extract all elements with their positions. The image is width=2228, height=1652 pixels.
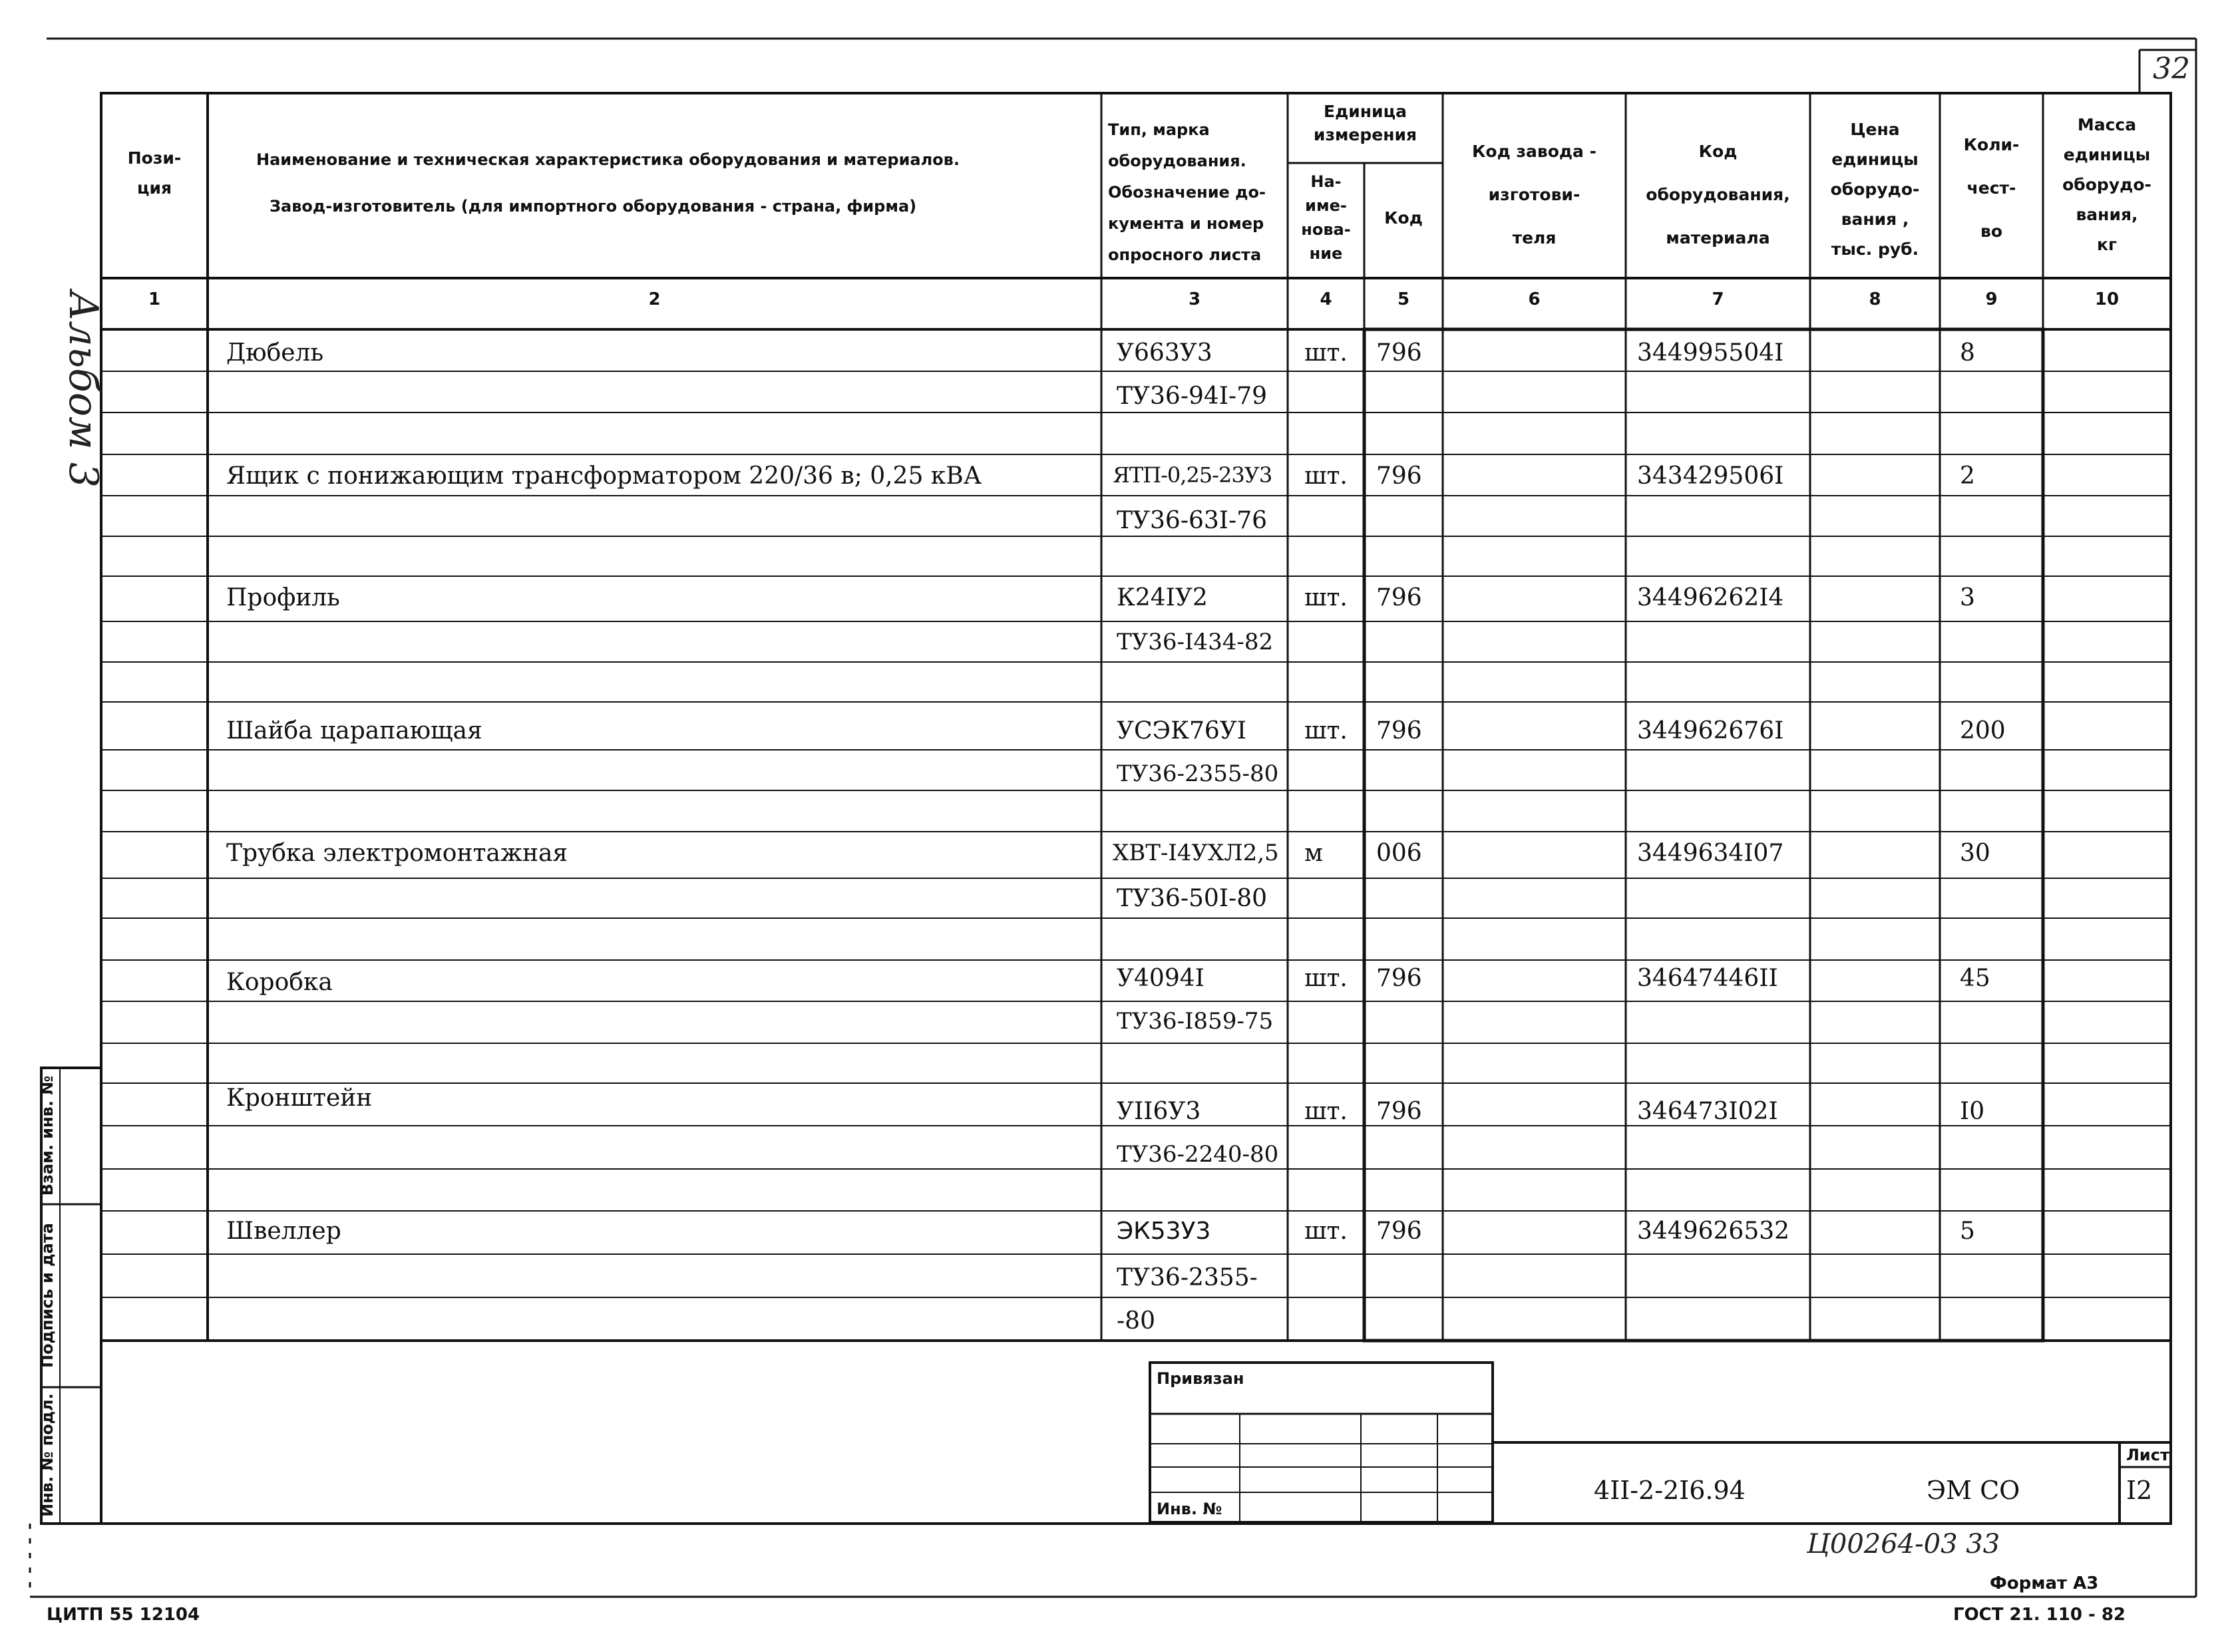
item-name: Ящик с понижающим трансформатором 220/36 в; 0,25 кВА — [226, 462, 982, 490]
item-type: УСЭК76УI — [1117, 717, 1247, 744]
item-doc: ТУ36-2240-80 — [1117, 1141, 1279, 1168]
column-number: 2 — [648, 289, 661, 309]
column-number: 8 — [1869, 289, 1881, 309]
item-doc: ТУ36-63I-76 — [1117, 507, 1268, 534]
item-code: 344962676I — [1637, 717, 1784, 744]
header-mass: Масса единицы оборудо- вания, кг — [2062, 115, 2151, 254]
item-unit-code: 796 — [1376, 462, 1422, 490]
column-number: 9 — [1985, 289, 1998, 309]
item-qty: 2 — [1960, 462, 1975, 490]
item-type: ЭК53У3 — [1117, 1218, 1211, 1245]
column-number: 4 — [1320, 289, 1332, 309]
item-qty: 5 — [1960, 1218, 1975, 1245]
format-label: Формат А3 — [1990, 1573, 2099, 1593]
item-qty: 200 — [1960, 717, 2006, 744]
item-code: 34647446II — [1637, 965, 1778, 992]
item-unit-code: 006 — [1376, 840, 1422, 867]
item-code: 3449634I07 — [1637, 840, 1784, 867]
item-name: Дюбель — [226, 339, 324, 367]
header-equipment-code: Код оборудования, материала — [1646, 142, 1790, 248]
item-name: Коробка — [226, 969, 333, 996]
item-doc: -80 — [1117, 1307, 1155, 1335]
item-name: Кронштейн — [226, 1084, 373, 1112]
item-doc: ТУ36-94I-79 — [1117, 383, 1268, 410]
item-doc: ТУ36-I859-75 — [1117, 1008, 1274, 1035]
item-unit-code: 796 — [1376, 965, 1422, 992]
column-number: 6 — [1528, 289, 1541, 309]
item-unit-code: 796 — [1376, 1218, 1422, 1245]
item-unit: шт. — [1304, 717, 1348, 744]
stamp-podpis: Подпись и дата — [38, 1223, 57, 1368]
item-unit: м — [1304, 840, 1324, 867]
item-unit: шт. — [1304, 1218, 1348, 1245]
item-type: К24IУ2 — [1117, 584, 1208, 611]
item-unit: шт. — [1304, 584, 1348, 611]
item-type: У4094I — [1117, 965, 1205, 992]
footer-gost: ГОСТ 21. 110 - 82 — [1953, 1605, 2126, 1625]
item-qty: 30 — [1960, 840, 1990, 867]
item-doc: ТУ36-2355- — [1117, 1264, 1258, 1291]
item-unit: шт. — [1304, 339, 1348, 367]
item-type: УII6У3 — [1117, 1098, 1201, 1125]
item-name: Профиль — [226, 584, 340, 611]
list-label: Лист — [2126, 1446, 2169, 1464]
item-doc: ТУ36-2355-80 — [1117, 760, 1279, 787]
header-name: Наименование и техническая характеристика оборудования и материалов. Завод-изготовитель (для импортного оборудования - страна, фирма) — [256, 150, 960, 216]
item-unit: шт. — [1304, 1098, 1348, 1125]
inv-number-label: Инв. № — [1157, 1500, 1222, 1518]
stamp-inv-podl: Инв. № подл. — [38, 1393, 57, 1517]
item-unit-code: 796 — [1376, 584, 1422, 611]
header-unit-name: На- име- нова- ние — [1301, 172, 1351, 263]
item-name: Шайба царапающая — [226, 717, 482, 744]
item-type: У663У3 — [1117, 339, 1212, 367]
item-type: ХВТ-I4УХЛ2,5 — [1113, 840, 1279, 866]
doc-mark: ЭМ СО — [1927, 1476, 2020, 1505]
item-qty: I0 — [1960, 1098, 1985, 1125]
column-number: 5 — [1397, 289, 1410, 309]
column-number: 10 — [2094, 289, 2120, 309]
list-number: I2 — [2126, 1476, 2153, 1505]
header-unit-code: Код — [1384, 208, 1423, 228]
item-unit: шт. — [1304, 965, 1348, 992]
sheet-corner-number: 32 — [2153, 52, 2190, 86]
header-price: Цена единицы оборудо- вания , тыс. руб. — [1830, 120, 1920, 259]
doc-code: 4II-2-2I6.94 — [1594, 1476, 1746, 1505]
item-unit: шт. — [1304, 462, 1348, 490]
item-qty: 45 — [1960, 965, 1990, 992]
album-mark: Альбом 3 — [60, 290, 106, 488]
item-doc: ТУ36-50I-80 — [1117, 885, 1268, 912]
handwritten-reference: Ц00264-03 33 — [1807, 1529, 2000, 1560]
column-number: 1 — [148, 289, 161, 309]
item-name: Швеллер — [226, 1218, 341, 1245]
item-code: 343429506I — [1637, 462, 1784, 490]
item-qty: 8 — [1960, 339, 1975, 367]
item-name: Трубка электромонтажная — [226, 840, 568, 867]
item-doc: ТУ36-I434-82 — [1117, 629, 1274, 655]
item-code: 3449626532 — [1637, 1218, 1790, 1245]
item-unit-code: 796 — [1376, 1098, 1422, 1125]
item-type: ЯТП-0,25-23У3 — [1113, 462, 1272, 488]
item-code: 344995504I — [1637, 339, 1784, 367]
column-number: 7 — [1712, 289, 1724, 309]
column-number: 3 — [1188, 289, 1201, 309]
item-code: 34496262I4 — [1637, 584, 1784, 611]
item-qty: 3 — [1960, 584, 1975, 611]
header-maker-code: Код завода - изготови- теля — [1471, 142, 1597, 248]
item-unit-code: 796 — [1376, 339, 1422, 367]
header-type: Тип, марка оборудования. Обозначение до- кумента и номер опросного листа — [1108, 120, 1266, 264]
stamp-vzam: Взам. инв. № — [38, 1075, 57, 1196]
header-unit-group: Единица измерения — [1313, 102, 1417, 144]
item-code: 346473I02I — [1637, 1098, 1778, 1125]
footer-left-code: ЦИТП 55 12104 — [47, 1605, 200, 1625]
item-unit-code: 796 — [1376, 717, 1422, 744]
privyazan-label: Привязан — [1157, 1369, 1244, 1388]
header-quantity: Коли- чест- во — [1963, 135, 2020, 241]
header-position: Пози- ция — [127, 148, 182, 198]
